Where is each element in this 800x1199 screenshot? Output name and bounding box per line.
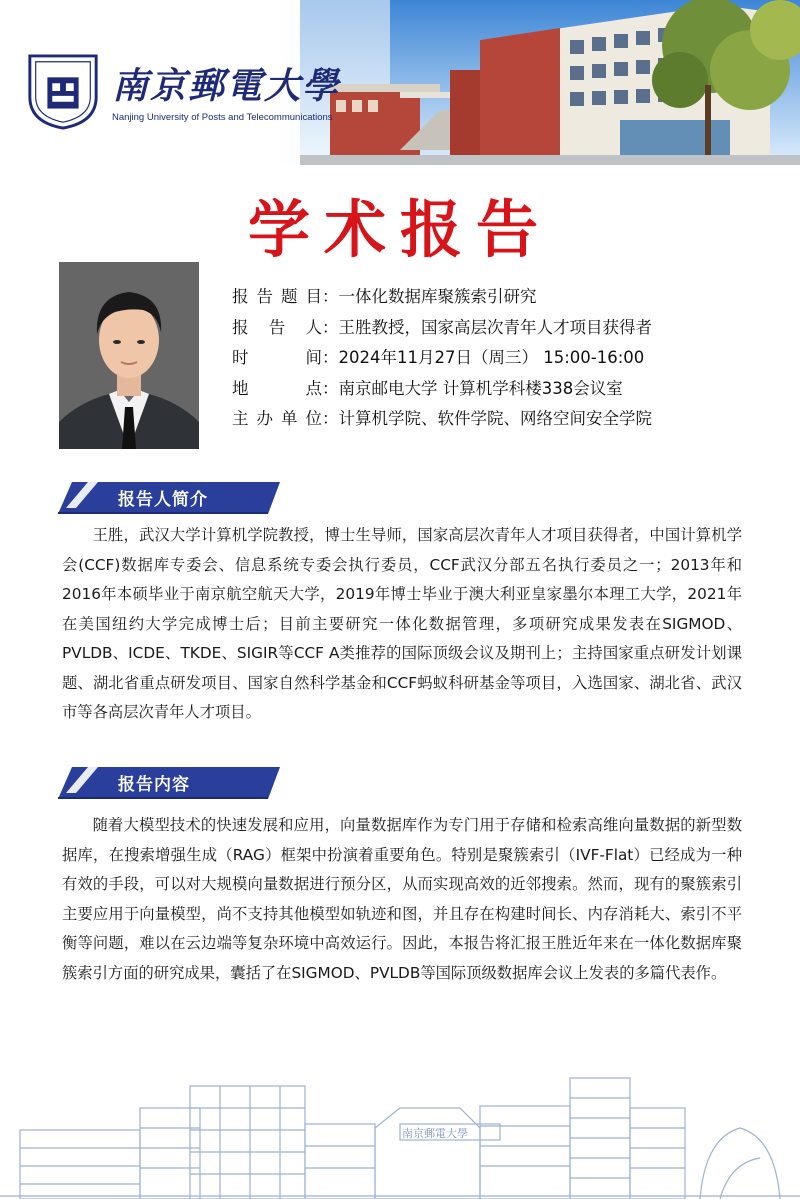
section-heading-speaker-bio [58,482,280,514]
info-row-speaker: 报告人 ： 王胜教授，国家高层次青年人才项目获得者 [232,313,792,344]
info-label: 报告题目 [232,287,322,306]
university-name-en: Nanjing University of Posts and Telecommunications [112,112,333,123]
info-value: 一体化数据库聚簇索引研究 [338,287,537,306]
info-label: 报告人 [232,317,322,337]
info-row-organizer: 主办单位 ： 计算机学院、软件学院、网络空间安全学院 [232,404,792,435]
info-value: 南京邮电大学 计算机学科楼338会议室 [338,378,623,398]
info-label: 时间 [232,348,322,367]
info-value: 2024年11月27日（周三） 15:00-16:00 [338,348,645,367]
speaker-portrait [59,262,199,449]
talk-content-text: 随着大模型技术的快速发展和应用，向量数据库作为专门用于存储和检索高维向量数据的新型数据库，在搜索增强生成（RAG）框架中扮演着重要角色。特别是聚簇索引（IVF-Flat）已经成为一种有效的手段，可以对大规模向量数据进行预分区，从而实现高效的近邻搜索。然而，现有的聚簇索引主要应用于向量模型，尚不支持其他模型如轨迹和图，并且存在构建时间长、内存消耗大、索引不平衡等问题，难以在云边端等复杂环境中高效运行。因此，本报告将汇报王胜近年来在一体化数据库聚簇索引方面的研究成果，囊括了在SIGMOD、PVLDB等国际顶级数据库会议上发表的多篇代表作。 [62,816,742,982]
info-row-location: 地点 ： 南京邮电大学 计算机学科楼338会议室 [232,374,792,405]
skyline-sign-text: 南京郵電大學 [402,1127,468,1140]
university-name-cn: 南京郵電大學 [112,65,341,107]
header-banner [0,0,800,165]
section-heading-talk-content [58,767,280,799]
section-heading-label: 报告内容 [118,775,190,795]
campus-skyline-illustration [0,1068,800,1199]
info-label: 地点 [232,378,322,398]
page-title: 学术报告 [247,193,552,266]
info-row-title: 报告题目 ： 一体化数据库聚簇索引研究 [232,282,792,313]
info-value: 计算机学院、软件学院、网络空间安全学院 [338,409,652,428]
info-row-time: 时间 ： 2024年11月27日（周三） 15:00-16:00 [232,343,792,374]
info-value: 王胜教授，国家高层次青年人才项目获得者 [338,317,652,337]
section-heading-label: 报告人简介 [118,490,208,510]
info-label: 主办单位 [232,409,322,428]
talk-info [232,282,792,435]
university-seal-logo [24,52,102,130]
campus-photo [300,0,800,165]
speaker-bio-text: 王胜，武汉大学计算机学院教授，博士生导师，国家高层次青年人才项目获得者，中国计算机学会(CCF)数据库专委会、信息系统专委会执行委员，CCF武汉分部五名执行委员之一；2013年和2016年本硕毕业于南京航空航天大学，2019年博士毕业于澳大利亚皇家墨尔本理工大学，2021年在美国纽约大学完成博士后；目前主要研究一体化数据管理，多项研究成果发表在SIGMOD、 PVLDB、ICDE、TKDE、SIGIR等CCF A类推荐的国际顶级会议及期刊上；主持国家重点研发计划课题、湖北省重点研发项目、国家自然科学基金和CCF蚂蚁科研基金等项目，入选国家、湖北省、武汉市等各高层次青年人才项目。 [62,526,742,721]
